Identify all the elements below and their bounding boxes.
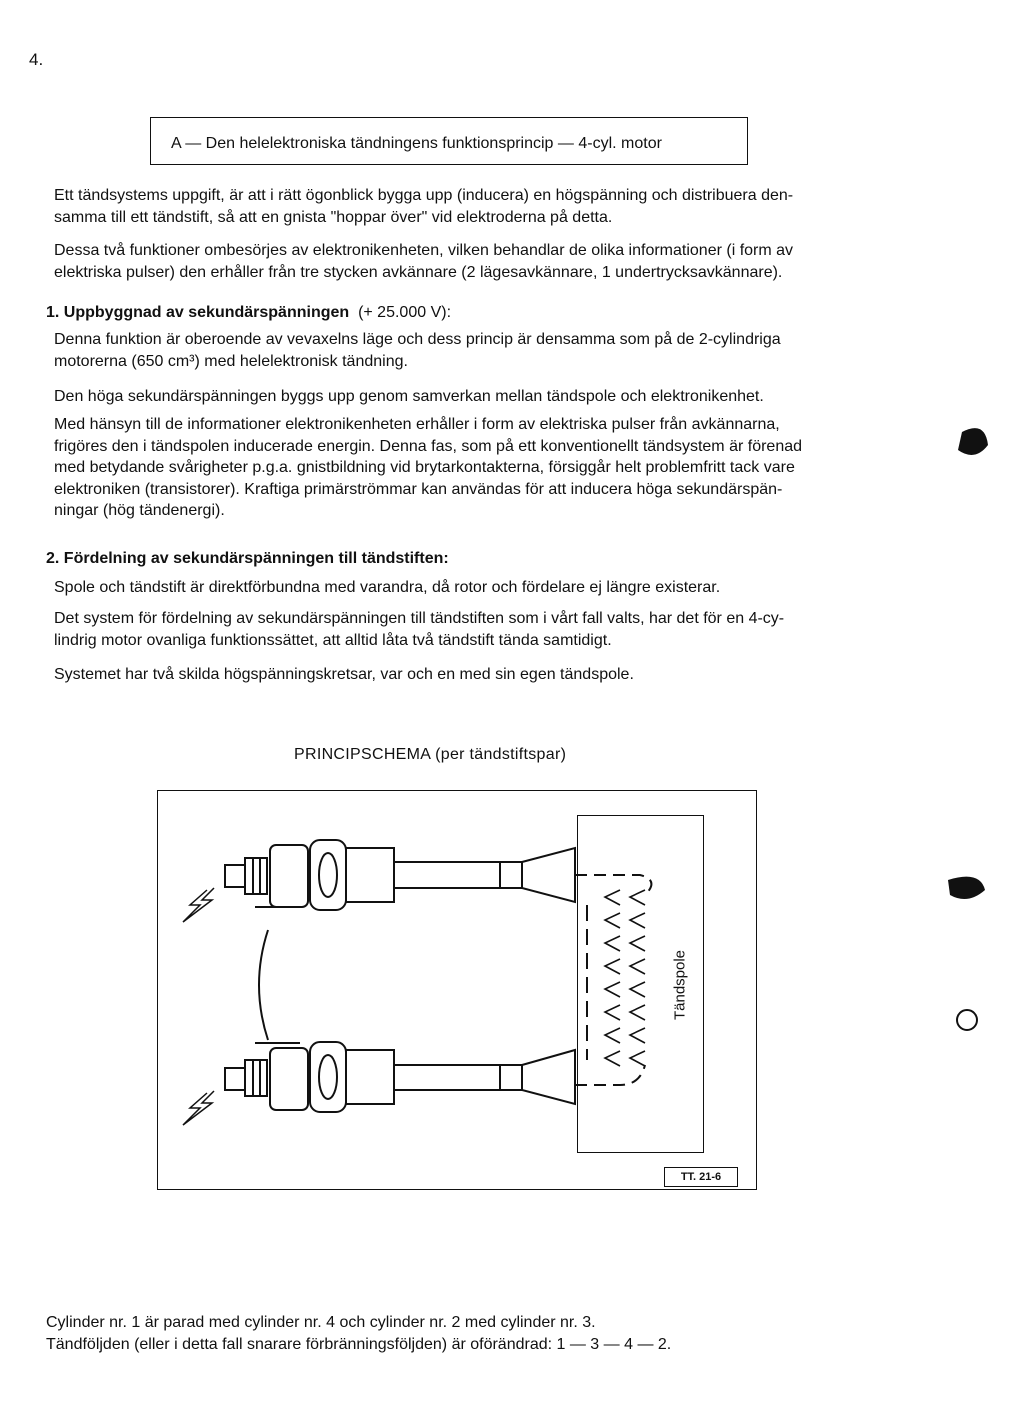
text-line: elektroniken (transistorer). Kraftiga primärströmmar kan användas för att inducera höga sekundärspän-: [54, 480, 783, 498]
text-line: samma till ett tändstift, så att en gnista "hoppar över" vid elektroderna på detta.: [54, 208, 613, 226]
coil-windings: [605, 890, 645, 1066]
text-line: motorerna (650 cm³) med helelektronisk tändning.: [54, 352, 408, 370]
text-line: Denna funktion är oberoende av vevaxelns läge och dess princip är densamma som på de 2-cylindriga: [54, 331, 781, 348]
margin-ring: [957, 1010, 977, 1030]
footer-notes: [46, 1312, 671, 1355]
footer-line: Cylinder nr. 1 är parad med cylinder nr. 4 och cylinder nr. 2 med cylinder nr. 3.: [46, 1314, 596, 1331]
spark-symbol-bottom: [183, 1091, 214, 1125]
text-line: ningar (hög tändenergi).: [54, 502, 225, 519]
spark-plug-bottom: [225, 1042, 575, 1112]
secondary-lead-bottom: [575, 1065, 645, 1085]
section-2-heading: 2. Fördelning av sekundärspänningen till tändstiften:: [46, 550, 449, 567]
spark-plug-top: [225, 840, 575, 910]
ignition-coil-label: Tändspole: [671, 949, 689, 1021]
margin-marks: [948, 428, 988, 899]
page-number: 4.: [29, 50, 44, 69]
figure-tag: TT. 21-6: [664, 1167, 738, 1187]
section-1-heading-text: 1. Uppbyggnad av sekundärspänningen: [46, 304, 350, 321]
diagram-title: PRINCIPSCHEMA (per tändstiftspar): [294, 746, 567, 763]
text-line: Spole och tändstift är direktförbundna med varandra, då rotor och fördelare ej längre existerar.: [54, 579, 721, 596]
section-title: A — Den helelektroniska tändningens funktionsprincip — 4-cyl. motor: [171, 135, 662, 152]
text-line: Ett tändsystems uppgift, är att i rätt ögonblick bygga upp (inducera) en högspänning och distribuera den-: [54, 187, 794, 204]
section-1-heading-suffix: (+ 25.000 V):: [358, 304, 452, 321]
text-line: med betydande svårigheter p.g.a. gnistbildning vid brytarkontakterna, försiggår helt problemfritt tack vare: [54, 459, 795, 476]
text-line: Med hänsyn till de informationer elektronikenheten erhåller i form av elektriska pulser från avkännarna,: [54, 416, 780, 433]
text-line: Det system för fördelning av sekundärspänningen till tändstiften som i vårt fall valts, har det för en 4-cy-: [54, 610, 785, 627]
text-line: lindrig motor ovanliga funktionssättet, att alltid låta två tändstift tända samtidigt.: [54, 631, 612, 649]
spark-symbol-top: [183, 888, 214, 922]
text-line: Dessa två funktioner ombesörjes av elektronikenheten, vilken behandlar de olika informationer (i form av: [54, 242, 794, 259]
footer-line: Tändföljden (eller i detta fall snarare förbränningsföljden) är oförändrad: 1 — 3 — 4 — 2.: [46, 1335, 672, 1353]
ground-arc: [259, 930, 268, 1040]
text-line: Den höga sekundärspänningen byggs upp genom samverkan mellan tändspole och elektronikenhet.: [54, 388, 764, 405]
text-line: elektriska pulser) den erhåller från tre stycken avkännare (2 lägesavkännare, 1 undertrycksavkännare).: [54, 263, 783, 281]
text-line: Systemet har två skilda högspänningskretsar, var och en med sin egen tändspole.: [54, 666, 634, 683]
text-line: frigöres den i tändspolen inducerade energin. Denna fas, som på ett konventionellt tändsystem är förenad: [54, 437, 803, 455]
